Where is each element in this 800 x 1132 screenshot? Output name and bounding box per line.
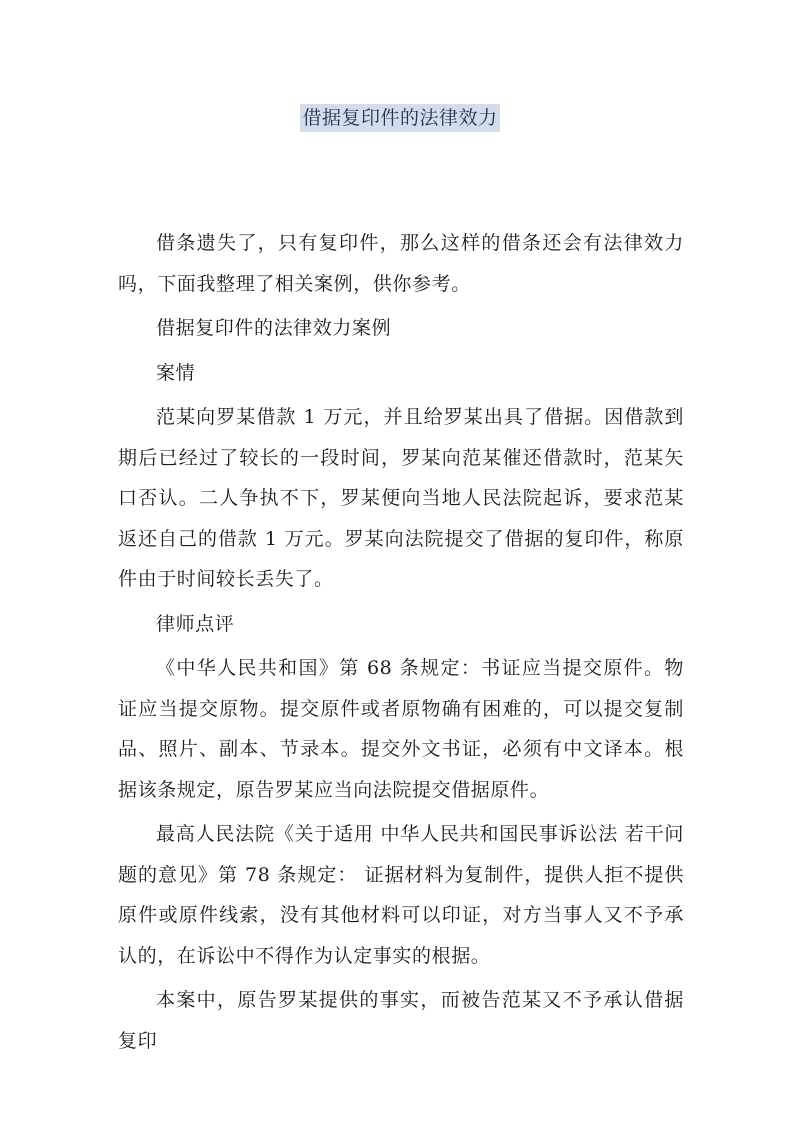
section-heading-lawyer-comment: 律师点评 bbox=[156, 612, 235, 635]
paragraph-conclusion: 本案中，原告罗某提供的事实，而被告范某又不予承认借据复印 bbox=[118, 989, 684, 1052]
section-heading-case: 案情 bbox=[156, 361, 196, 384]
paragraph-article-78: 最高人民法院《关于适用 中华人民共和国民事诉讼法 若干问题的意见》第 78 条规定： 证据材料为复制件，提供人拒不提供原件或原件线索，没有其他材料可以印证，对方当事人又不予承认的，在诉讼中不得作为认定事实的根据。 bbox=[118, 823, 684, 967]
section-heading-case-title: 借据复印件的法律效力案例 bbox=[156, 317, 392, 339]
paragraph-article-68: 《中华人民共和国》第 68 条规定：书证应当提交原件。物证应当提交原物。提交原件或者原物确有困难的，可以提交复制品、照片、副本、节录本。提交外文书证，必须有中文译本。根据该条规定，原告罗某应当向法院提交借据原件。 bbox=[118, 657, 684, 801]
document-body bbox=[118, 223, 684, 1065]
paragraph-intro: 借条遗失了，只有复印件，那么这样的借条还会有法律效力吗，下面我整理了相关案例，供你参考。 bbox=[118, 232, 684, 295]
title-container bbox=[0, 104, 800, 132]
paragraph-case-facts: 范某向罗某借款 1 万元，并且给罗某出具了借据。因借款到期后已经过了较长的一段时间，罗某向范某催还借款时，范某矢口否认。二人争执不下，罗某便向当地人民法院起诉，要求范某返还自己的借款 1 万元。罗某向法院提交了借据的复印件，称原件由于时间较长丢失了。 bbox=[118, 406, 684, 590]
document-title: 借据复印件的法律效力 bbox=[300, 104, 499, 132]
